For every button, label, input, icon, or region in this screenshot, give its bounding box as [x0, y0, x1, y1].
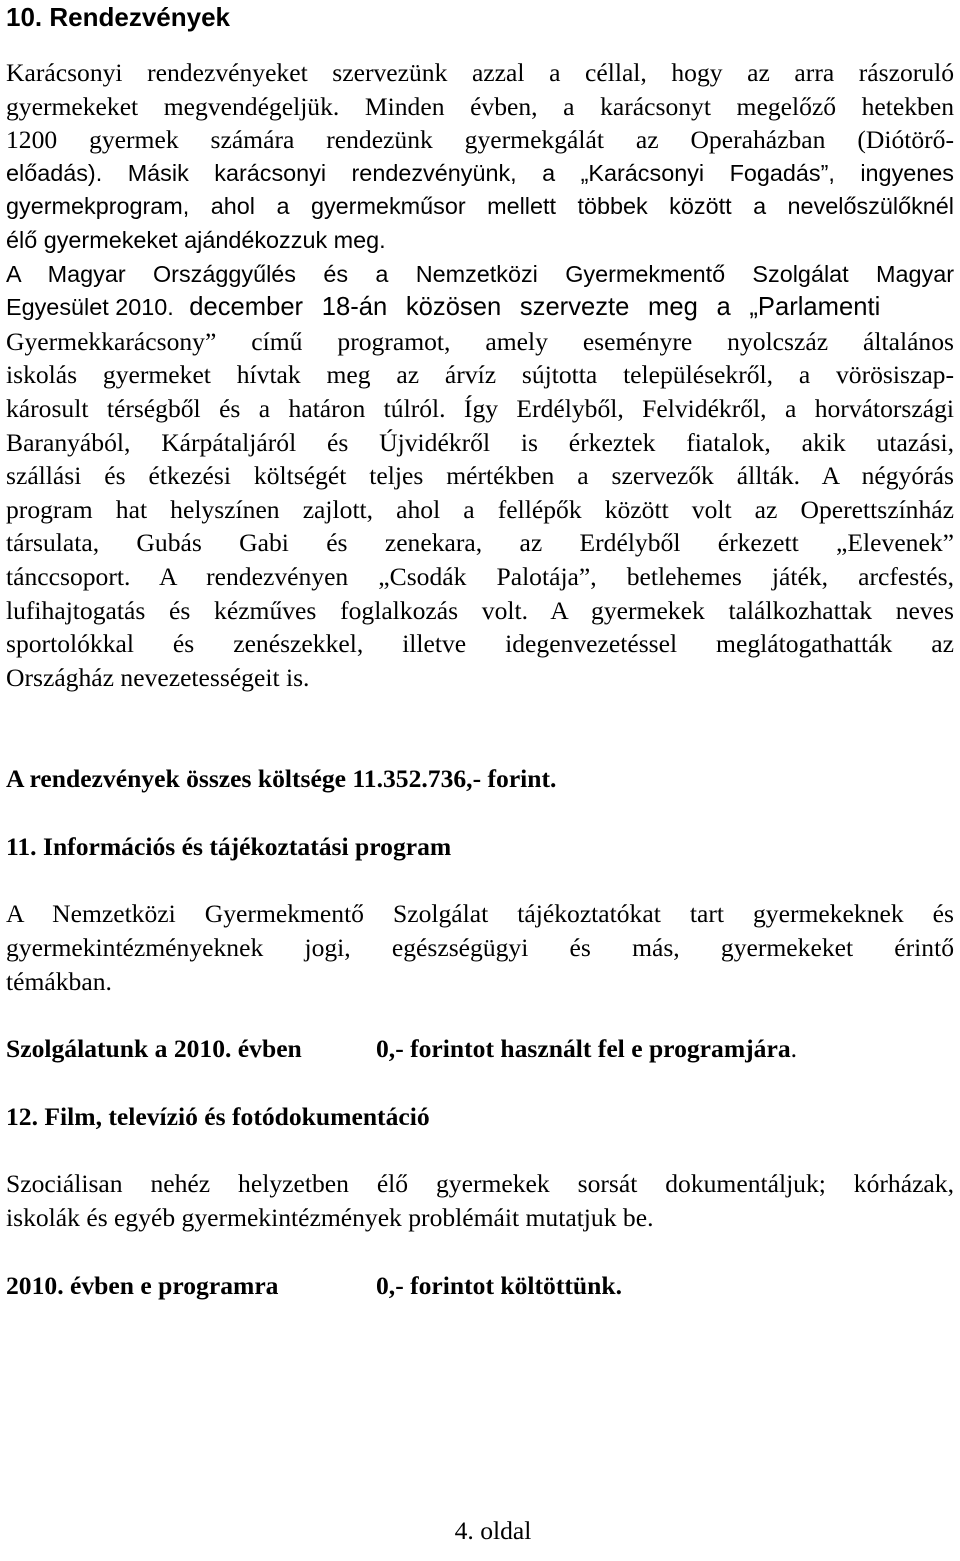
text-line: élő gyermekeket ajándékozzuk meg.	[6, 226, 386, 253]
text-line: társulata, Gubás Gabi és zenekara, az Erdélyből érkezett „Elevenek”	[6, 528, 954, 558]
cost-period: .	[790, 1034, 798, 1064]
section-11-paragraph	[6, 897, 954, 998]
text-line: A Nemzetközi Gyermekmentő Szolgálat tájékoztatókat tart gyermekeknek és	[6, 899, 954, 929]
text-line: károsult térségből és a határon túlról. Így Erdélyből, Felvidékről, a horvátországi	[6, 393, 954, 423]
text-line: lufihajtogatás és kézműves foglalkozás volt. A gyermekek találkozhattak neves	[6, 595, 954, 625]
text-line: témákban.	[6, 966, 112, 996]
text-line: A Magyar Országgyűlés és a Nemzetközi Gyermekmentő Szolgálat Magyar	[6, 260, 954, 287]
text-line: gyermekeket megvendégeljük. Minden évben, a karácsonyt megelőző hetekben	[6, 91, 954, 121]
text-line: december 18-án közösen szervezte meg a „Parlamenti	[189, 293, 881, 322]
document-page	[6, 0, 954, 1302]
section-11-title: 11. Információs és tájékoztatási program	[6, 831, 452, 861]
text-line: gyermekprogram, ahol a gyermekműsor mellett többek között a nevelőszülőknél	[6, 193, 954, 220]
text-line: Gyermekkarácsony” című programot, amely eseményre nyolcszáz általános	[6, 326, 954, 356]
text-line: előadás). Másik karácsonyi rendezvényünk, a „Karácsonyi Fogadás”, ingyenes	[6, 159, 954, 186]
section-11-cost	[6, 1032, 954, 1066]
cost-value: 0,- forintot használt fel e programjára	[376, 1034, 791, 1064]
section-10-title: 10. Rendezvények	[6, 2, 231, 32]
page-number-footer	[0, 1514, 960, 1548]
text-line: tánccsoport. A rendezvényen „Csodák Palotája”, betlehemes játék, arcfestés,	[6, 561, 954, 591]
section-12-title: 12. Film, televízió és fotódokumentáció	[6, 1101, 430, 1131]
section-12-paragraph	[6, 1167, 954, 1234]
section-10-serif-paragraph	[6, 325, 954, 695]
cost-label: Szolgálatunk a 2010. évben	[6, 1034, 302, 1064]
text-line: gyermekintézményeknek jogi, egészségügyi és más, gyermekeket érintő	[6, 933, 954, 963]
section-12-cost	[6, 1269, 954, 1303]
text-line: Egyesület 2010.	[6, 294, 174, 321]
text-line: iskolák és egyéb gyermekintézmények problémáit mutatjuk be.	[6, 1203, 654, 1233]
section-10-cost: A rendezvények összes költsége 11.352.736,- forint.	[6, 764, 557, 794]
section-10-intro	[6, 56, 954, 157]
text-line: iskolás gyermeket hívtak meg az árvíz sújtotta településekről, a vörösiszap-	[6, 360, 954, 390]
text-line: program hat helyszínen zajlott, ahol a fellépők között volt az Operettszínház	[6, 494, 954, 524]
page-number: 4. oldal	[454, 1516, 532, 1545]
cost-value: 0,- forintot költöttünk.	[376, 1270, 622, 1300]
cost-label: 2010. évben e programra	[6, 1270, 279, 1300]
text-line: Országház nevezetességeit is.	[6, 662, 310, 692]
text-line: szállási és étkezési költségét teljes mértékben a szervezők állták. A négyórás	[6, 461, 954, 491]
text-line: Baranyából, Kárpátaljáról és Újvidékről is érkeztek fiatalok, akik utazási,	[6, 427, 954, 457]
text-line: Karácsonyi rendezvényeket szervezünk azzal a céllal, hogy az arra rászoruló	[6, 58, 954, 87]
text-line: Szociálisan nehéz helyzetben élő gyermekek sorsát dokumentáljuk; kórházak,	[6, 1169, 954, 1199]
text-line: sportolókkal és zenészekkel, illetve idegenvezetéssel meglátogathatták az	[6, 629, 954, 659]
section-10-sans-paragraph	[6, 157, 954, 325]
text-line: 1200 gyermek számára rendezünk gyermekgálát az Operaházban (Diótörő-	[6, 125, 954, 155]
